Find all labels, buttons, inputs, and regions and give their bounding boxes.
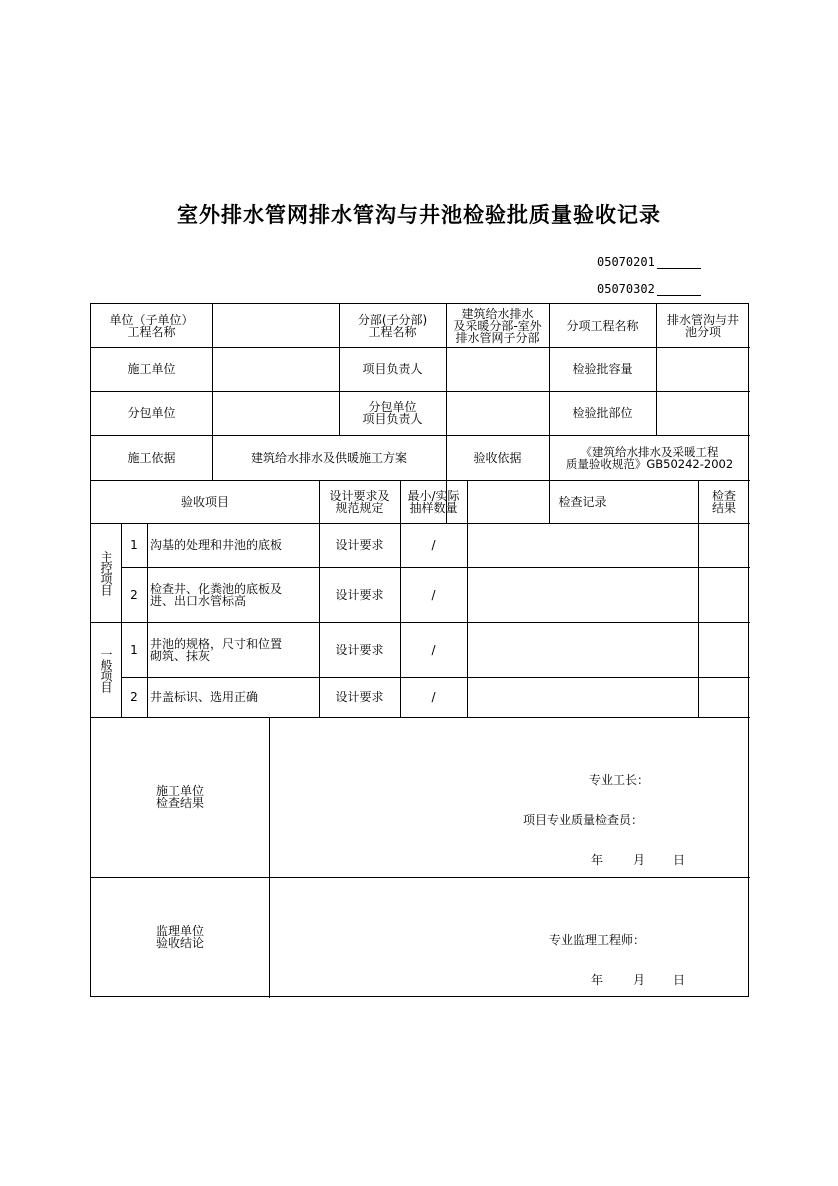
item-sample-count[interactable]: / [431, 538, 436, 552]
quality-inspector-signature-label[interactable]: 项目专业质量检查员： [523, 813, 644, 827]
item-sample-count[interactable]: / [431, 642, 436, 657]
item-sample-count[interactable]: / [431, 587, 436, 602]
construction-unit-value[interactable] [212, 347, 339, 391]
item-check-result[interactable] [698, 523, 750, 567]
item-number: 1 [130, 538, 138, 552]
project-manager-label: 项目负责人 [362, 362, 423, 376]
supervision-engineer-signature-label[interactable]: 专业监理工程师： [549, 933, 646, 947]
form-code-1 [597, 255, 701, 269]
project-manager-value[interactable] [446, 347, 549, 391]
item-check-record[interactable] [467, 523, 698, 567]
item-check-record[interactable] [467, 677, 698, 717]
group-label-general-text: 一般项目 [99, 647, 113, 692]
item-description: 检查井、化粪池的底板及 进、出口水管标高 [150, 581, 283, 608]
construction-date-day[interactable]: 日 [673, 853, 686, 867]
item-project-name-label: 分项工程名称 [566, 318, 639, 333]
form-code-2-text: 05070302 [597, 282, 655, 296]
form-code-2-blank[interactable] [657, 284, 701, 296]
inspection-form-table [90, 303, 749, 997]
item-number: 1 [130, 642, 138, 657]
column-header-item: 验收项目 [180, 494, 229, 509]
page-title: 室外排水管网排水管沟与井池检验批质量验收记录 [177, 202, 661, 227]
item-check-result[interactable] [698, 567, 750, 622]
item-check-result[interactable] [698, 622, 750, 677]
supervision-date-day[interactable]: 日 [673, 973, 686, 987]
unit-project-name-value[interactable] [212, 304, 339, 347]
subcontract-manager-value[interactable] [446, 391, 549, 435]
item-number: 2 [130, 587, 138, 602]
subcontract-unit-value[interactable] [212, 391, 339, 435]
construction-unit-label: 施工单位 [127, 362, 176, 376]
item-design-requirement: 设计要求 [335, 690, 384, 704]
batch-capacity-value[interactable] [656, 347, 750, 391]
group-label-general [91, 622, 121, 717]
supervision-date-year[interactable]: 年 [591, 973, 604, 987]
construction-date-year[interactable]: 年 [591, 853, 604, 867]
sub-division-name-value[interactable]: 建筑给水排水 及采暖分部-室外 排水管网子分部 [453, 306, 542, 345]
construction-basis-label: 施工依据 [127, 450, 176, 465]
construction-date-month[interactable]: 月 [633, 853, 646, 867]
item-project-name-value[interactable]: 排水管沟与井 池分项 [666, 312, 739, 339]
batch-location-label: 检验批部位 [572, 406, 633, 420]
form-code-1-blank[interactable] [657, 257, 701, 269]
subcontract-manager-label: 分包单位 项目负责人 [362, 400, 423, 426]
column-header-result: 检查 结果 [711, 488, 736, 515]
supervision-check-label: 监理单位 验收结论 [155, 924, 204, 950]
item-description: 井池的规格，尺寸和位置 砌筑、抹灰 [150, 636, 283, 663]
foreman-signature-label[interactable]: 专业工长： [589, 773, 650, 787]
supervision-date-month[interactable]: 月 [633, 973, 646, 987]
form-code-2 [597, 282, 701, 296]
group-label-main-control-text: 主控项目 [99, 550, 113, 595]
sub-division-name-label: 分部(子分部) 工程名称 [357, 312, 428, 339]
construction-basis-value[interactable]: 建筑给水排水及供暖施工方案 [250, 450, 407, 465]
batch-location-value[interactable] [656, 391, 750, 435]
batch-capacity-label: 检验批容量 [572, 362, 633, 376]
item-sample-count[interactable]: / [431, 690, 436, 704]
column-header-record: 检查记录 [558, 494, 607, 509]
acceptance-basis-label: 验收依据 [473, 450, 522, 465]
group-label-main-control [91, 523, 121, 622]
grid-line [269, 717, 270, 998]
acceptance-basis-value[interactable]: 《建筑给水排水及采暖工程 质量验收规范》GB50242-2002 [565, 444, 734, 471]
item-design-requirement: 设计要求 [335, 538, 384, 552]
item-check-record[interactable] [467, 567, 698, 622]
column-header-sample: 最小/实际 抽样数量 [407, 488, 460, 515]
item-check-result[interactable] [698, 677, 750, 717]
column-header-design: 设计要求及 规范规定 [329, 488, 390, 515]
item-check-record[interactable] [467, 622, 698, 677]
item-description: 沟基的处理和井池的底板 [150, 538, 283, 552]
subcontract-unit-label: 分包单位 [127, 406, 176, 420]
item-description: 井盖标识、选用正确 [150, 690, 259, 704]
item-design-requirement: 设计要求 [335, 642, 384, 657]
unit-project-name-label: 单位（子单位） 工程名称 [109, 312, 194, 339]
form-code-1-text: 05070201 [597, 255, 655, 269]
construction-check-label: 施工单位 检查结果 [155, 784, 204, 810]
item-design-requirement: 设计要求 [335, 587, 384, 602]
item-number: 2 [130, 690, 138, 704]
